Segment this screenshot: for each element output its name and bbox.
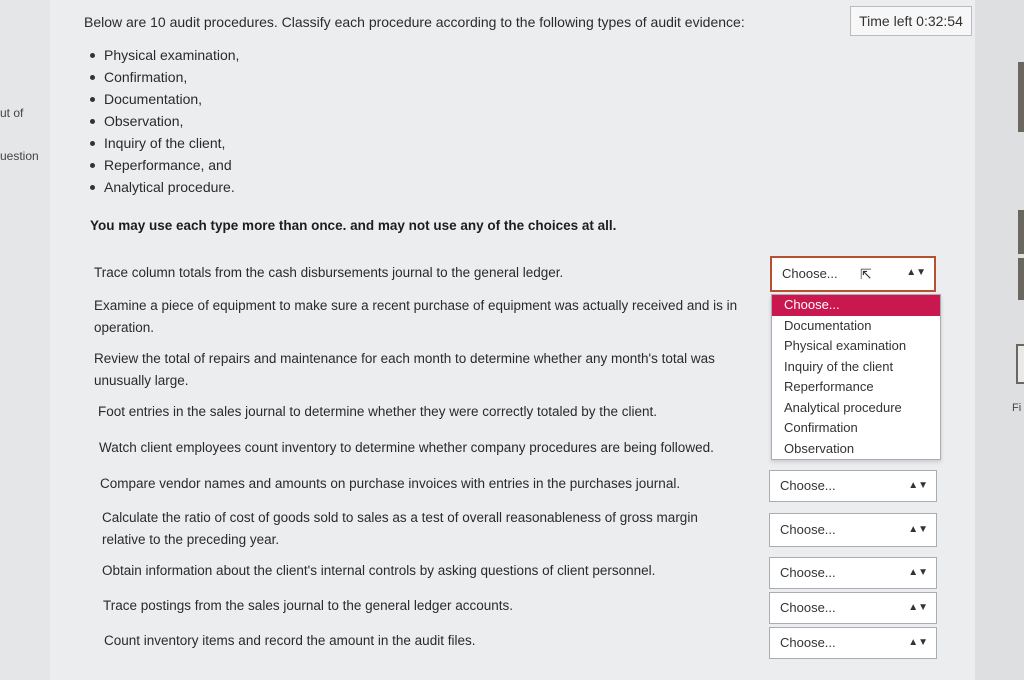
list-item: Observation,	[84, 110, 239, 132]
instructions-text: Below are 10 audit procedures. Classify each procedure according to the following types of audit evidence:	[84, 14, 745, 30]
dropdown-option-inquiry[interactable]: Inquiry of the client	[784, 358, 894, 374]
right-edge-text: Fi	[1012, 402, 1022, 414]
list-item: Inquiry of the client,	[84, 132, 239, 154]
usage-note: You may use each type more than once. and may not use any of the choices at all.	[90, 218, 617, 233]
select-arrows-icon: ▲▼	[908, 567, 928, 578]
right-edge-control-2	[1018, 210, 1024, 254]
procedure-3-text: Review the total of repairs and maintenance for each month to determine whether any month's total was unusually large.	[94, 351, 715, 388]
select-arrows-icon: ▲▼	[908, 637, 928, 648]
mouse-cursor-icon: ⇱	[860, 266, 872, 282]
select-arrows-icon: ▲▼	[906, 267, 926, 278]
procedure-5-text: Watch client employees count inventory to determine whether company procedures are being followed.	[99, 440, 714, 455]
time-left-indicator: Time left 0:32:54	[850, 6, 972, 36]
dropdown-option-choose[interactable]: Choose...	[772, 295, 940, 316]
list-item: Analytical procedure.	[84, 176, 239, 198]
nav-label-question: uestion	[0, 149, 39, 163]
right-edge-box	[1016, 344, 1024, 384]
select-value: Choose...	[780, 522, 836, 537]
procedure-2-text: Examine a piece of equipment to make sure a recent purchase of equipment was actually received and is in operation.	[94, 298, 738, 335]
dropdown-option-reperformance[interactable]: Reperformance	[784, 379, 874, 394]
select-arrows-icon: ▲▼	[908, 602, 928, 613]
list-item: Documentation,	[84, 88, 239, 110]
list-item: Reperformance, and	[84, 154, 239, 176]
procedure-9-text: Trace postings from the sales journal to the general ledger accounts.	[103, 598, 513, 613]
procedure-1-text: Trace column totals from the cash disbursements journal to the general ledger.	[94, 265, 564, 280]
select-value: Choose...	[780, 478, 836, 493]
procedure-1-dropdown-list	[771, 294, 941, 460]
procedure-6-text: Compare vendor names and amounts on purchase invoices with entries in the purchases journal.	[100, 476, 681, 491]
dropdown-option-confirmation[interactable]: Confirmation	[784, 420, 858, 435]
select-value: Choose...	[780, 635, 836, 650]
right-edge-control-3	[1018, 258, 1024, 300]
procedure-10-text: Count inventory items and record the amount in the audit files.	[104, 633, 476, 648]
select-value: Choose...	[782, 266, 838, 281]
right-edge-control	[1018, 62, 1024, 132]
list-item: Confirmation,	[84, 66, 239, 88]
procedure-9-select[interactable]	[769, 592, 937, 624]
nav-label-out-of: ut of	[0, 106, 24, 120]
procedure-7-text: Calculate the ratio of cost of goods sold to sales as a test of overall reasonableness of gross margin relative to the preceding year.	[102, 510, 698, 547]
dropdown-option-documentation[interactable]: Documentation	[784, 317, 872, 333]
procedure-8-select[interactable]	[769, 557, 937, 589]
dropdown-option-analytical-procedure[interactable]: Analytical procedure	[784, 399, 902, 415]
procedure-7-select[interactable]	[769, 513, 937, 547]
procedure-6-select[interactable]	[769, 470, 937, 502]
procedure-4-text: Foot entries in the sales journal to determine whether they were correctly totaled by the client.	[98, 404, 658, 419]
right-side-panel	[975, 0, 1024, 680]
select-arrows-icon: ▲▼	[908, 480, 928, 491]
select-arrows-icon: ▲▼	[908, 524, 928, 535]
list-item: Physical examination,	[84, 44, 239, 66]
dropdown-option-observation[interactable]: Observation	[784, 440, 855, 456]
procedure-8-text: Obtain information about the client's internal controls by asking questions of client personnel.	[102, 563, 656, 578]
question-nav-panel	[0, 0, 51, 680]
procedure-10-select[interactable]	[769, 627, 937, 659]
procedure-1-select[interactable]	[770, 256, 936, 292]
select-value: Choose...	[780, 600, 836, 615]
evidence-types-list	[84, 44, 239, 198]
select-value: Choose...	[780, 565, 836, 580]
dropdown-option-physical-examination[interactable]: Physical examination	[784, 338, 907, 353]
